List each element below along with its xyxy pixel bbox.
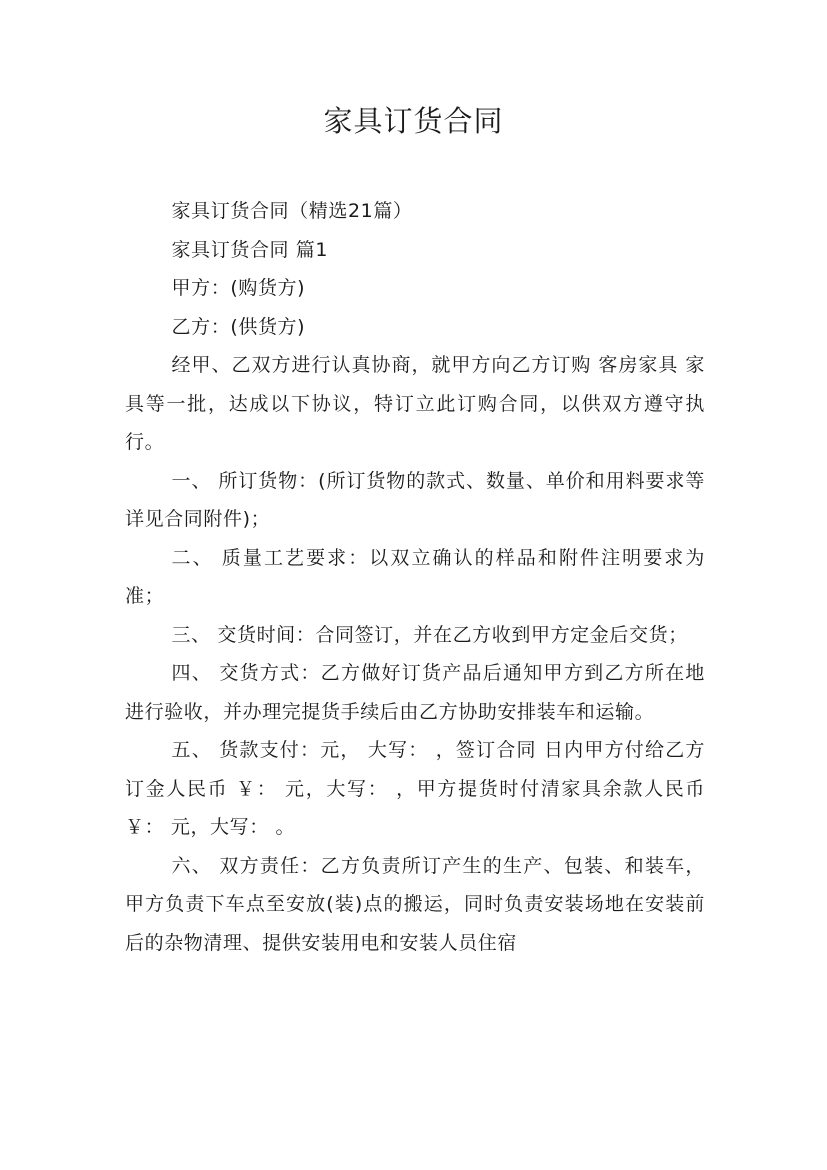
paragraph-clause-5: 五、 货款支付：元， 大写： ，签订合同 日内甲方付给乙方订金人民币 ￥： 元，大写： ，甲方提货时付清家具余款人民币 ￥： 元，大写： 。: [125, 739, 705, 838]
paragraph-clause-1: 一、 所订货物：(所订货物的款式、数量、单价和用料要求等详见合同附件)；: [125, 469, 705, 530]
paragraph-clause-6: 六、 双方责任：乙方负责所订产生的生产、包装、和装车，甲方负责下车点至安放(装)点的搬运，同时负责安装场地在安装前后的杂物清理、提供安装用电和安装人员住宿: [125, 854, 705, 954]
paragraph-clause-2: 二、 质量工艺要求：以双立确认的样品和附件注明要求为准；: [125, 546, 705, 607]
document-body: [125, 192, 705, 962]
paragraph-subtitle: 家具订货合同（精选21篇）: [171, 200, 413, 222]
paragraph-clause-3: 三、 交货时间：合同签订，并在乙方收到甲方定金后交货；: [171, 623, 688, 646]
paragraph-preamble: 经甲、乙双方进行认真协商，就甲方向乙方订购 客房家具 家具等一批，达成以下协议，特订立此订购合同，以供双方遵守执行。: [125, 354, 705, 453]
paragraph-party-a: 甲方：(购货方): [171, 277, 306, 299]
paragraph-clause-4: 四、 交货方式：乙方做好订货产品后通知甲方到乙方所在地进行验收，并办理完提货手续后由乙方协助安排装车和运输。: [125, 662, 705, 723]
document-title: 家具订货合同: [323, 104, 504, 138]
paragraph-party-b: 乙方：(供货方): [171, 315, 306, 338]
paragraph-section-heading: 家具订货合同 篇1: [171, 238, 329, 261]
